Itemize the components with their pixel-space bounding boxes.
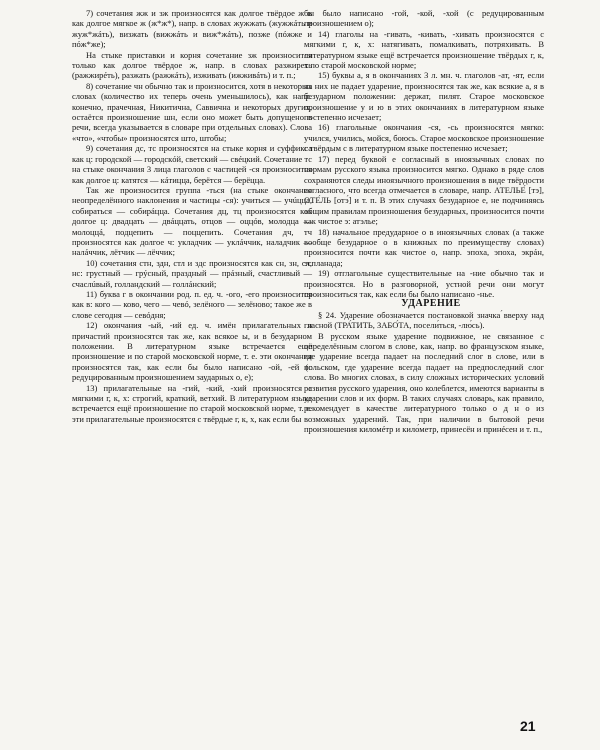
section-heading: УДАРЕНИЕ [401, 298, 461, 310]
paragraph: 17) перед буквой е согласный в иноязычных словах по нормам русского языка произносится мягко. Однако в ряде слов сохраняются следы иноязычного произношения в виде твёрдости согласного, что всегда отмечается в словаре, напр. АТЕЛЬЕ́ [тэ], ОТЕ́ЛЬ [отэ́] и т. п. В этих случаях безударное е, не подчиняясь общим правилам произношения безударных, произносится почти как чистое э: атэлье; [304, 153, 544, 227]
page-number: 21 [520, 718, 536, 734]
paragraph: бы было написано -гой, -кой, -хой (с редуцированным произношением о); [304, 8, 544, 29]
paragraph: На стыке приставки и корня сочетание зж произносится только как долгое твёрдое ж, напр. в словах разжиреть (ражжирéть), разжать (ражжáть), изживать (ижживáть) и т. п.; [72, 49, 312, 81]
paragraph: 19) отглагольные существительные на -ние обычно так и произносятся. Но в разговорной, устной речи они могут произноситься так, как если бы было написано -нье. [304, 268, 544, 299]
paragraph: 9) сочетания дс, тс произносятся на стыке корня и суффикса как ц: городской — городскóй, светский — свéцкий. Сочетание тс на стыке окончания 3 лица глаголов с частицей -ся произносится как долгое ц: катятся — кáтицца, берётся — берёцца. [72, 143, 312, 185]
left-text-column [72, 8, 312, 424]
paragraph: 15) буквы а, я в окончаниях 3 л. мн. ч. глаголов -ат, -ят, если на них не падает ударение, произносятся так же, как всякие а, я в безударном положении: держат, пилят. Старое московское произношение у и ю в этих окончаниях в литературном языке постепенно исчезает; [304, 70, 544, 123]
paragraph: 10) сочетания стн, здн, стл и здс произносятся как сн, зн, сл, нс: грустный — грýсный, праздный — прáзный, счастливый — счаслúвый, голландский — голлáнский; [72, 257, 312, 289]
paragraph: § 24. Ударение обозначается постановкой значка ́вверху над гласной (ТРА́ТИТЬ, ЗАБО́ТА, посели́ться, -лю́сь). [304, 309, 544, 331]
paragraph: 11) буква г в окончании род. п. ед. ч. -ого, -его произносится как в: кого — ково, чего — чевó, зелёного — зелёново; такое же в слове сегодня — севóдня; [72, 288, 312, 320]
paragraph: Так же произносится группа -ться (на стыке окончания неопределённого наклонения и частицы -ся): учиться — учúцца, собираться — собирáцца. Сочетания дц, тц произносятся как долгое ц: двадцать — двáццать, отцов — оццóв, молодца — молоццá, подцепить — поццепить. Сочетания дч, тч произносятся как долгое ч: укладчик — уклáччик, наладчик — налáччик, лётчик — лёччик; [72, 184, 312, 258]
right-text-column [304, 8, 544, 435]
paragraph: 16) глагольные окончания -ся, -сь произносятся мягко: учился, учились, мойся, боюсь. Старое московское произношение с твёрдым с в литературном языке постепенно исчезает; [304, 122, 544, 154]
paragraph: 7) сочетания жж и зж произносятся как долгое твёрдое ж и как долгое мягкое ж (ж*ж*), напр. в словах жужжать (жужжáть и жуж*жáть), визжать (вижжáть и виж*жáть), позже (пóжже и пóж*же); [72, 8, 312, 50]
paragraph: 13) прилагательные на -гий, -кий, -хий произносятся с мягкими г, к, х: строгий, краткий, ветхий. В литературном языке встречается ещё произношение по старой московской норме, т. е. эти прилагательные произносятся с твёрдые г, к, х, как если бы [72, 382, 312, 424]
paragraph: 18) начальное предударное о в иноязычных словах (а также вообще безударное о в книжных по преимуществу словах) произносится почти как чистое о, напр. эпоха, эпоха, экрáн, эспланада; [304, 226, 544, 268]
paragraph: В русском языке ударение подвижное, не связанное с определённым слогом в слове, как, напр. во французском языке, где ударение всегда падает на последний слог в слове, или в польском, где ударение всегда падает на предпоследний слог слова. Во многих словах, в силу сложных исторических условий развития русского ударения, оно колеблется, имеются варианты в ударении слов и их форм. В таких случаях словарь, как правило, рекомендует в качестве литературного только о д н о из возможных ударений. Так, при наличии в бытовой речи произношения киломéтр и кило́метр, принесён и принéсен и т. п., [304, 330, 544, 435]
paragraph: 12) окончания -ый, -ий ед. ч. имён прилагательных и причастий произносятся так же, как всякое ы, и в безударном положении. В литературном языке встречается ещё произношение и по старой московской норме, т. е. эти окончания произносятся так, как если бы было написано -ой, -ей (с редуцированным произношением заударных о, е); [72, 320, 312, 383]
paragraph: 14) глаголы на -гивать, -кивать, -хивать произносятся с мягкими г, к, х: натягивать, помалкивать, потряхивать. В литературном языке ещё встречается произношение твёрдых г, к, х по старой московской норме; [304, 28, 544, 71]
paragraph: 8) сочетание чн обычно так и произносится, хотя в некоторых словах (количество их теперь очень уменьшилось), как напр. конечно, прачечная, Никитична, Саввична и некоторых других, остаётся произношение шн, если оно может быть допущено в речи, всегда указывается в словаре при отдельных словах). Слова «что», «чтобы» произносятся што, штобы; [72, 80, 312, 143]
